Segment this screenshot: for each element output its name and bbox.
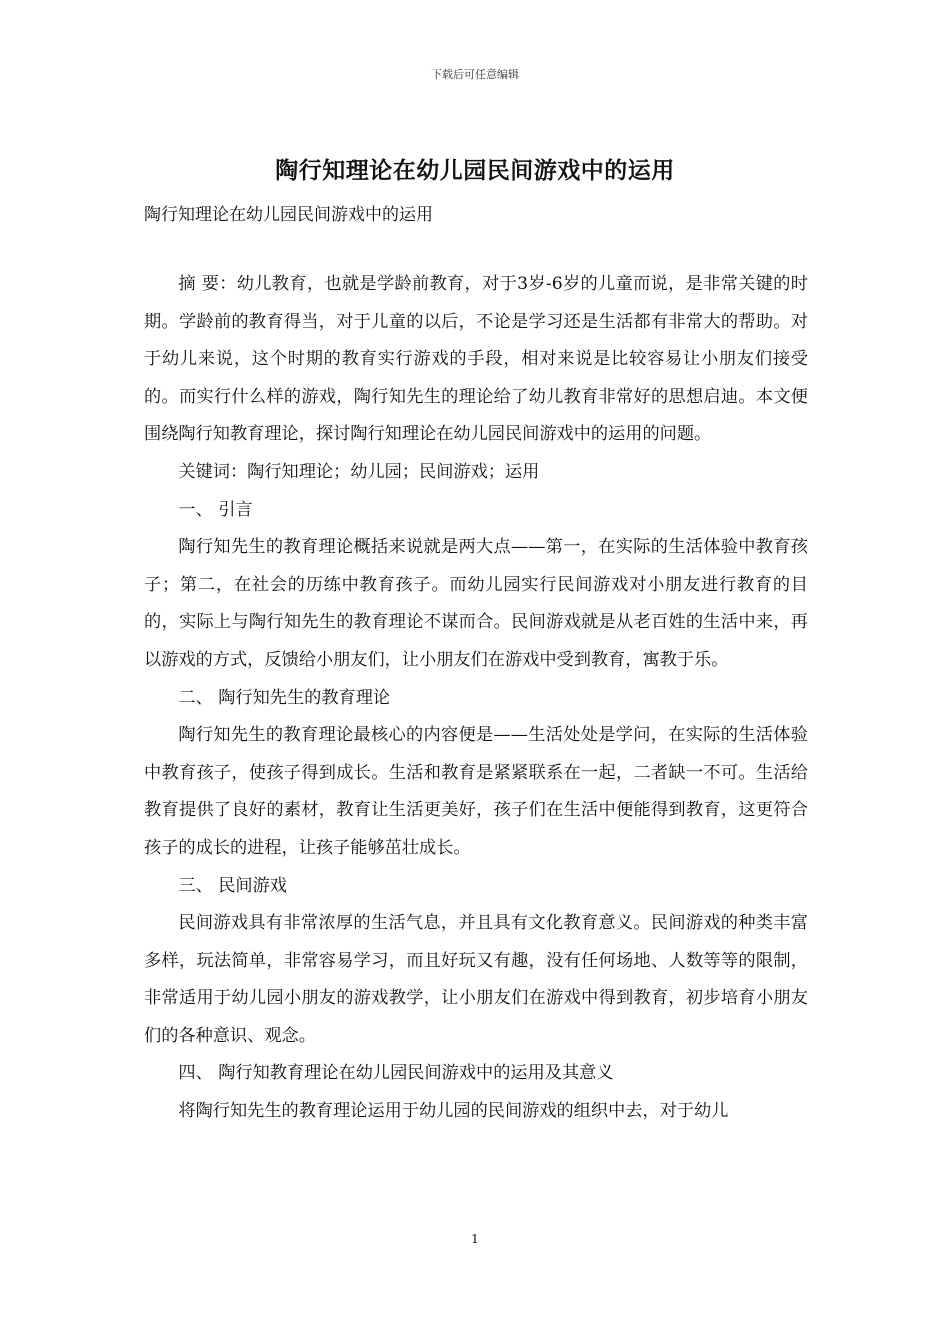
- document-subtitle: 陶行知理论在幼儿园民间游戏中的运用: [144, 205, 433, 225]
- body-paragraph-3: 民间游戏具有非常浓厚的生活气息，并且具有文化教育意义。民间游戏的种类丰富多样，玩法简单，非常容易学习，而且好玩又有趣，没有任何场地、人数等等的限制，非常适用于幼儿园小朋友的游戏教学，让小朋友们在游戏中得到教育，初步培育小朋友们的各种意识、观念。: [144, 913, 808, 1046]
- section-heading-1: 一、 引言: [178, 499, 253, 520]
- abstract-paragraph: 摘 要：幼儿教育，也就是学龄前教育，对于3岁-6岁的儿童而说，是非常关键的时期。学龄前的教育得当，对于儿童的以后，不论是学习还是生活都有非常大的帮助。对于幼儿来说，这个时期的教育实行游戏的手段，相对来说是比较容易让小朋友们接受的。而实行什么样的游戏，陶行知先生的理论给了幼儿教育非常好的思想启迪。本文便围绕陶行知教育理论，探讨陶行知理论在幼儿园民间游戏中的运用的问题。: [144, 274, 808, 445]
- section-heading-2: 二、 陶行知先生的教育理论: [178, 687, 391, 708]
- document-body: [144, 266, 808, 1131]
- body-paragraph-2: 陶行知先生的教育理论最核心的内容便是——生活处处是学问，在实际的生活体验中教育孩子，使孩子得到成长。生活和教育是紧紧联系在一起，二者缺一不可。生活给教育提供了良好的素材，教育让生活更美好，孩子们在生活中便能得到教育，这更符合孩子的成长的进程，让孩子能够茁壮成长。: [144, 725, 808, 858]
- section-heading-4: 四、 陶行知教育理论在幼儿园民间游戏中的运用及其意义: [178, 1063, 614, 1084]
- header-note: 下载后可任意编辑: [431, 68, 519, 81]
- document-title: 陶行知理论在幼儿园民间游戏中的运用: [275, 157, 675, 184]
- body-paragraph-1: 陶行知先生的教育理论概括来说就是两大点——第一，在实际的生活体验中教育孩子；第二，在社会的历练中教育孩子。而幼儿园实行民间游戏对小朋友进行教育的目的，实际上与陶行知先生的教育理论不谋而合。民间游戏就是从老百姓的生活中来，再以游戏的方式，反馈给小朋友们，让小朋友们在游戏中受到教育，寓教于乐。: [144, 537, 808, 670]
- section-heading-3: 三、 民间游戏: [178, 875, 287, 896]
- keywords-paragraph: 关键词：陶行知理论；幼儿园；民间游戏；运用: [178, 461, 540, 482]
- body-paragraph-4: 将陶行知先生的教育理论运用于幼儿园的民间游戏的组织中去，对于幼儿: [178, 1101, 729, 1122]
- page-number: 1: [471, 1232, 479, 1246]
